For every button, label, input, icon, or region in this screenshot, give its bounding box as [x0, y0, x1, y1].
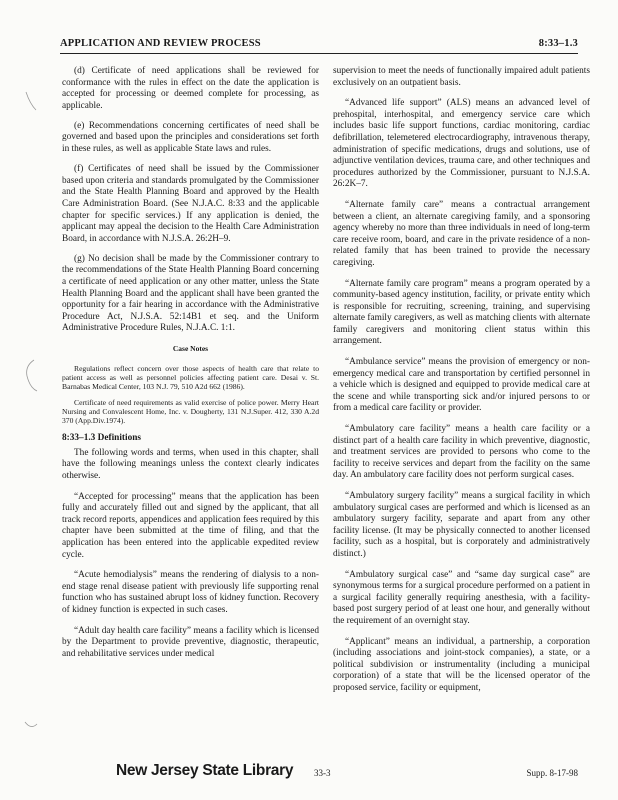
supplement-date: Supp. 8-17-98: [526, 768, 578, 778]
case-note: Regulations reflect concern over those aspects of health care that relate to patient access as well as personnel policies affecting patient care. Desai v. St. Barnabas Medical Center, 103 N.J. 79, 510 A2d 662 (1986).: [62, 364, 319, 392]
case-note: Certificate of need requirements as valid exercise of police power. Merry Heart Nursing and Convalescent Home, Inc. v. Dougherty, 131 N.J.Super. 412, 330 A.2d 370 (App.Div.1974).: [62, 397, 319, 426]
subsection-d: (d) Certificate of need applications shall be reviewed for conformance with the rules in effect on the date the application is accepted for processing or deemed complete for processing, as applicable.: [62, 66, 319, 111]
definition: “Applicant” means an individual, a partnership, a corporation (including associations and joint-stock companies), a state, or a political subdivision or instrumentality (including a municipal corporation) of a state that will be the licensed operator of the proposed service, facility or equipment,: [333, 636, 590, 693]
header-rule: [60, 53, 578, 54]
definition: “Alternate family care program” means a program operated by a community-based agency institution, facility, or private entity which is responsible for recruiting, screening, training, and supervising alternate family caregivers, as well as matching clients with alternate family caregivers and monitoring client status within this arrangement.: [333, 278, 590, 347]
page-footer: [0, 760, 618, 790]
definition: “Advanced life support” (ALS) means an advanced level of prehospital, interhospital, and emergency service care which includes basic life support functions, cardiac monitoring, cardiac defibrillation, telemetered electrocardiography, intravenous therapy, administration of specific medications, drugs and solutions, use of adjunctive ventilation devices, trauma care, and other techniques and procedures authorized by the Commissioner, pursuant to N.J.S.A. 26:2K–7.: [333, 98, 590, 190]
section-heading: 8:33–1.3 Definitions: [62, 433, 142, 444]
subsection-e: (e) Recommendations concerning certificates of need shall be governed and based upon the principles and considerations set forth in these rules, as well as applicable State laws and rules.: [62, 120, 319, 155]
case-notes-heading: Case Notes: [172, 344, 209, 354]
definition: “Alternate family care” means a contractual arrangement between a client, an alternate caregiving family, and a sponsoring agency whereby no more than three individuals in need of long-term care receive room, board, and care in the private residence of a non-related family that has been trained to provide the necessary caregiving.: [333, 199, 590, 268]
section-number: 8:33–1.3: [538, 38, 578, 49]
definition: “Ambulance service” means the provision of emergency or non-emergency medical care and transportation by certified personnel in a vehicle which is designed and equipped to provide medical care at the scene and while transporting sick and/or injured persons to or from a medical care facility or provider.: [333, 357, 590, 414]
subsection-f: (f) Certificates of need shall be issued by the Commissioner based upon criteria and standards promulgated by the Commissioner and the State Health Planning Board and approved by the Health Care Administration Board. (See N.J.A.C. 8:33 and the applicable chapter for specific services.) If any application is denied, the applicant may appeal the decision to the Health Care Administration Board, in accordance with N.J.S.A. 26:2H–9.: [62, 164, 319, 244]
running-header: [60, 38, 578, 54]
right-column: [333, 66, 590, 704]
left-column: [62, 66, 319, 669]
definitions-intro: The following words and terms, when used in this chapter, shall have the following meanings unless the context clearly indicates otherwise.: [62, 447, 319, 482]
definition: “Adult day health care facility” means a facility which is licensed by the Department to provide preventive, diagnostic, therapeutic, and rehabilitative services under medical: [62, 625, 319, 659]
definition: “Ambulatory surgical case” and “same day surgical case” are synonymous terms for a surgical procedure performed on a patient in a surgical facility generally requiring anesthesia, with a facility-based post surgery period of at least one hour, and generally without the requirement of an overnight stay.: [333, 569, 590, 626]
binder-hole-mark: [24, 358, 38, 394]
binder-hole-mark: [24, 90, 38, 112]
page-number: 33-3: [314, 768, 331, 778]
subsection-g: (g) No decision shall be made by the Commissioner contrary to the recommendations of the State Health Planning Board concerning a certificate of need application or any other matter, unless the State Health Planning Board and the applicant shall have been granted the opportunity for a fair hearing in accordance with the Administrative Procedure Act, N.J.S.A. 52:14B1 et seq. and the Uniform Administrative Procedure Rules, N.J.A.C. 1:1.: [62, 253, 319, 334]
definition: “Ambulatory care facility” means a health care facility or a distinct part of a health care facility in which preventive, diagnostic, and treatment services are provided to persons who come to the facility to receive services and depart from the facility on the same day. An ambulatory care facility does not perform surgical cases.: [333, 424, 590, 481]
section-title: APPLICATION AND REVIEW PROCESS: [60, 38, 261, 49]
definition-continued: supervision to meet the needs of functionally impaired adult patients exclusively on an outpatient basis.: [333, 66, 590, 88]
definition: “Ambulatory surgery facility” means a surgical facility in which ambulatory surgical cases are performed and which is licensed as an ambulatory surgery facility, separate and apart from any other facility license. (It may be physically connected to another licensed facility, such as a hospital, but is corporately and administratively distinct.): [333, 491, 590, 559]
library-stamp: New Jersey State Library: [116, 762, 294, 779]
binder-hole-mark: [24, 718, 38, 732]
definition: “Acute hemodialysis” means the rendering of dialysis to a non-end stage renal disease patient with previously life supporting renal function who has sustained abrupt loss of kidney function. Recovery of kidney function is expected in such cases.: [62, 570, 319, 615]
definition: “Accepted for processing” means that the application has been fully and accurately filled out and signed by the applicant, that all track record reports, appendices and application fees required by this chapter have been submitted at the time of filing, and that the application has been entered into the applicable expedited review cycle.: [62, 491, 319, 560]
